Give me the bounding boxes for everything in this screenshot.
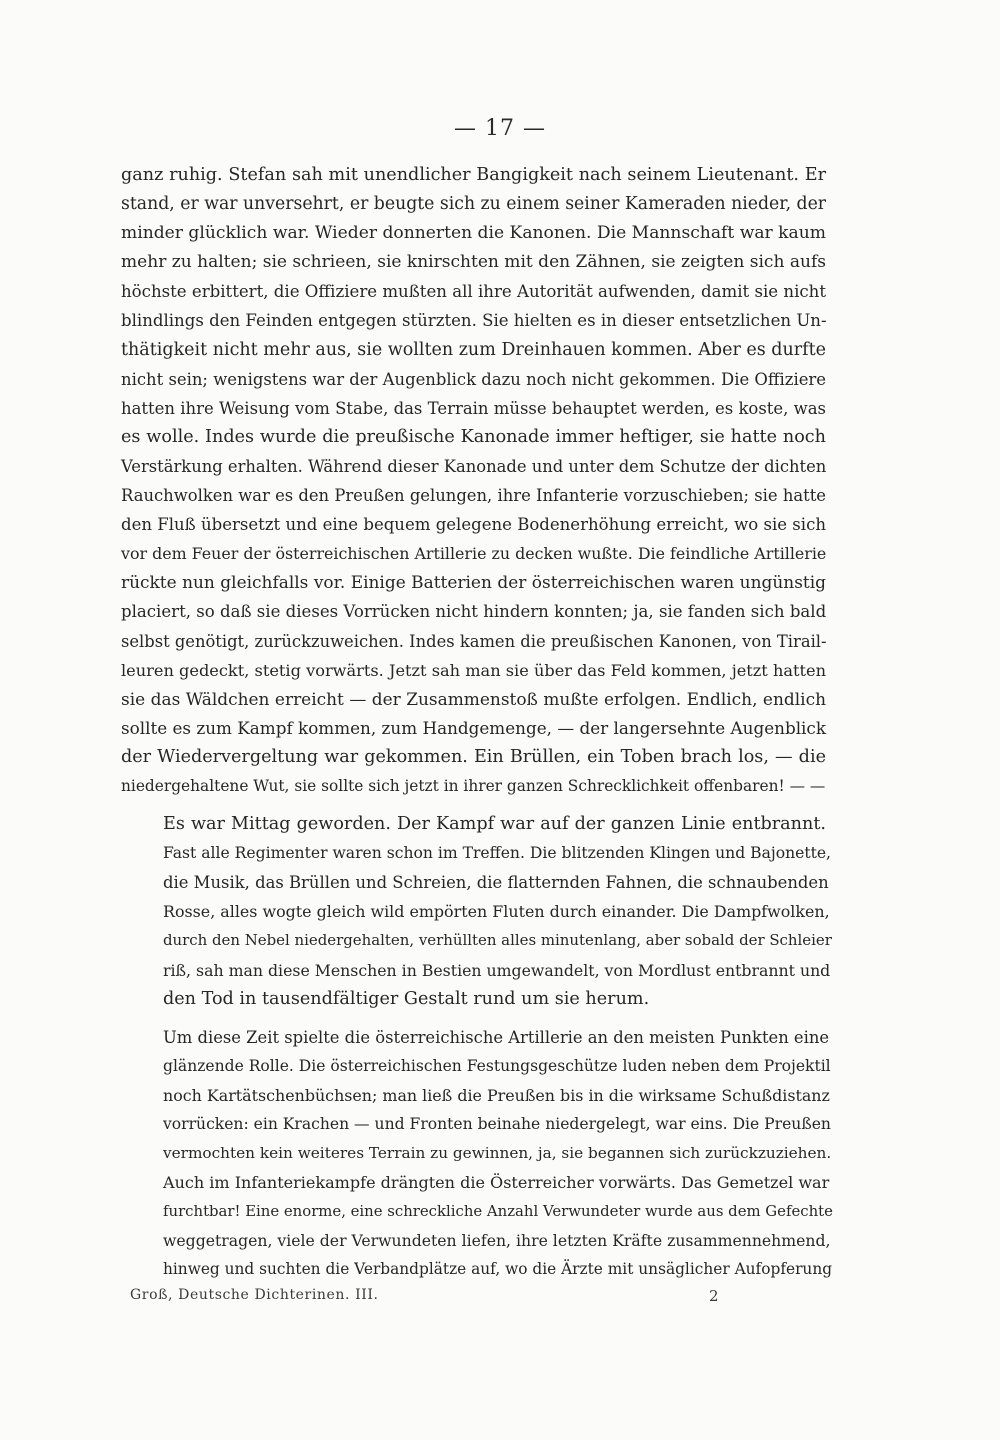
text-line: riß, sah man diese Menschen in Bestien umgewandelt, von Mordlust entbrannt und: [163, 960, 831, 980]
text-line: nicht sein; wenigstens war der Augenblick dazu noch nicht gekommen. Die Offiziere: [121, 369, 826, 389]
text-line: die Musik, das Brüllen und Schreien, die flatternden Fahnen, die schnaubenden: [163, 873, 829, 893]
text-line: weggetragen, viele der Verwundeten liefen, ihre letzten Kräfte zusammennehmend,: [163, 1231, 831, 1251]
text-line: hatten ihre Weisung vom Stabe, das Terrain müsse behauptet werden, es koste, was: [121, 398, 826, 418]
text-line: es wolle. Indes wurde die preußische Kanonade immer heftiger, sie hatte noch: [121, 426, 826, 447]
text-line: glänzende Rolle. Die österreichischen Festungsgeschütze luden neben dem Projektil: [163, 1056, 831, 1075]
text-line: den Fluß übersetzt und eine bequem gelegene Bodenerhöhung erreicht, wo sie sich: [121, 515, 826, 535]
text-line: niedergehaltene Wut, sie sollte sich jetzt in ihrer ganzen Schrecklichkeit offenbaren! — —: [121, 776, 826, 795]
text-line: selbst genötigt, zurückzuweichen. Indes kamen die preußischen Kanonen, von Tirail-: [121, 631, 827, 651]
text-line: Es war Mittag geworden. Der Kampf war auf der ganzen Linie entbrannt.: [163, 814, 826, 835]
text-line: furchtbar! Eine enorme, eine schreckliche Anzahl Verwundeter wurde aus dem Gefechte: [163, 1202, 833, 1221]
paragraph: [121, 810, 832, 1014]
page-number: — 17 —: [454, 116, 546, 141]
text-line: höchste erbittert, die Offiziere mußten all ihre Autorität aufwenden, damit sie nicht: [121, 282, 826, 302]
text-line: rückte nun gleichfalls vor. Einige Batterien der österreichischen waren ungünstig: [121, 572, 826, 593]
printer-signature: 2: [709, 1287, 719, 1305]
text-line: Auch im Infanteriekampfe drängten die Österreicher vorwärts. Das Gemetzel war: [163, 1173, 830, 1193]
text-line: sie das Wäldchen erreicht — der Zusammenstoß mußte erfolgen. Endlich, endlich: [121, 688, 826, 709]
text-line: vorrücken: ein Krachen — und Fronten beinahe niedergelegt, war eins. Die Preußen: [163, 1115, 831, 1133]
text-line: den Tod in tausendfältiger Gestalt rund um sie herum.: [163, 988, 650, 1009]
text-line: vermochten kein weiteres Terrain zu gewinnen, ja, sie begannen sich zurückzuziehen.: [163, 1144, 832, 1163]
text-line: placiert, so daß sie dieses Vorrücken nicht hindern konnten; ja, sie fanden sich bald: [121, 602, 827, 622]
text-line: sollte es zum Kampf kommen, zum Handgemenge, — der langersehnte Augenblick: [121, 717, 826, 738]
text-line: Fast alle Regimenter waren schon im Treffen. Die blitzenden Klingen und Bajonette,: [163, 844, 832, 863]
text-line: hinweg und suchten die Verbandplätze auf, wo die Ärzte mit unsäglicher Aufopferung: [163, 1260, 833, 1279]
text-line: stand, er war unversehrt, er beugte sich zu einem seiner Kameraden nieder, der: [121, 194, 827, 215]
footer-author-title: Groß, Deutsche Dichterinen. III.: [130, 1287, 379, 1303]
text-line: leuren gedeckt, stetig vorwärts. Jetzt sah man sie über das Feld kommen, jetzt hatten: [121, 660, 826, 680]
text-line: vor dem Feuer der österreichischen Artillerie zu decken wußte. Die feindliche Artillerie: [121, 544, 827, 564]
text-line: noch Kartätschenbüchsen; man ließ die Preußen bis in die wirksame Schußdistanz: [163, 1085, 830, 1105]
paragraph: [121, 161, 826, 801]
body-text: [121, 161, 833, 1285]
text-line: ganz ruhig. Stefan sah mit unendlicher Bangigkeit nach seinem Lieutenant. Er: [121, 165, 826, 185]
text-line: mehr zu halten; sie schrieen, sie knirschten mit den Zähnen, sie zeigten sich aufs: [121, 252, 826, 273]
text-line: Um diese Zeit spielte die österreichische Artillerie an den meisten Punkten eine: [163, 1027, 830, 1047]
text-line: minder glücklich war. Wieder donnerten die Kanonen. Die Mannschaft war kaum: [121, 223, 826, 244]
text-line: thätigkeit nicht mehr aus, sie wollten zum Dreinhauen kommen. Aber es durfte: [121, 339, 826, 360]
text-line: Verstärkung erhalten. Während dieser Kanonade und unter dem Schutze der dichten: [121, 456, 827, 476]
text-line: blindlings den Feinden entgegen stürzten. Sie hielten es in dieser entsetzlichen Un-: [121, 311, 827, 331]
text-line: Rauchwolken war es den Preußen gelungen, ihre Infanterie vorzuschieben; sie hatte: [121, 486, 826, 506]
text-line: der Wiedervergeltung war gekommen. Ein Brüllen, ein Toben brach los, — die: [121, 746, 826, 767]
text-line: Rosse, alles wogte gleich wild empörten Fluten durch einander. Die Dampfwolken,: [163, 902, 830, 922]
text-line: durch den Nebel niedergehalten, verhüllten alles minutenlang, aber sobald der Schleier: [163, 931, 832, 950]
paragraph: [121, 1023, 833, 1285]
